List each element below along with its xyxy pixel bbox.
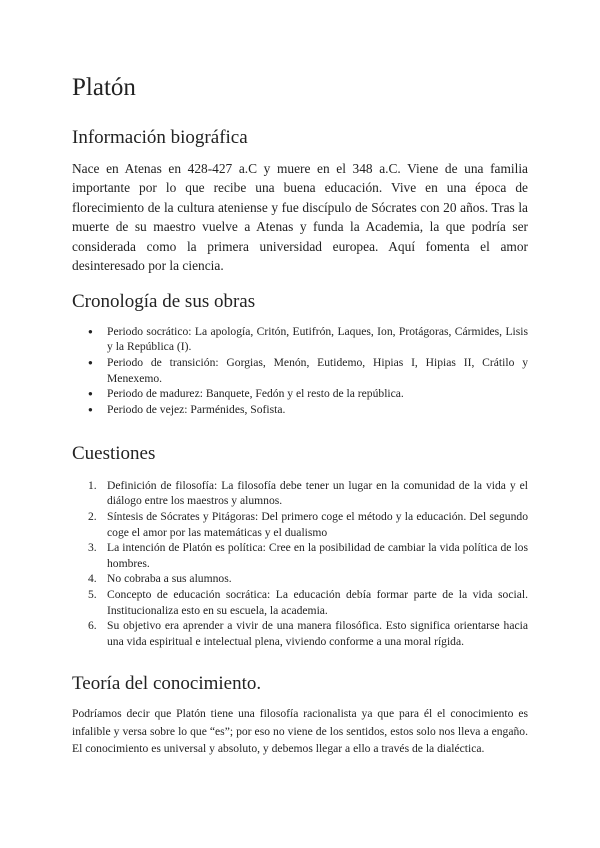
list-item (72, 509, 528, 540)
cronologia-list (72, 324, 528, 418)
page-title: Platón (72, 74, 136, 101)
list-item (72, 478, 528, 509)
item-text: La intención de Platón es política: Cree en la posibilidad de cambiar la vida política de los hombres. (107, 541, 528, 570)
list-item (72, 618, 528, 649)
item-number: 6. (88, 619, 97, 633)
list-item: ● Periodo de madurez: Banquete, Fedón y el resto de la república. (72, 386, 528, 402)
item-number: 4. (88, 572, 97, 586)
bio-heading: Información biográfica (72, 127, 248, 148)
item-number: 2. (88, 510, 97, 524)
cronologia-section (72, 292, 528, 417)
cuestiones-list (72, 478, 528, 650)
item-number: 1. (88, 478, 97, 492)
item-number: 3. (88, 541, 97, 555)
item-text: No cobraba a sus alumnos. (107, 572, 232, 586)
list-item (72, 571, 528, 587)
list-item: ● Periodo de vejez: Parménides, Sofista. (72, 402, 528, 418)
teoria-section (72, 674, 528, 758)
cuestiones-section (72, 444, 528, 649)
list-item: ● Periodo socrático: La apología, Critón, Eutifrón, Laques, Ion, Protágoras, Cármides, Lisis y la República (I). (72, 324, 528, 355)
teoria-paragraph: Podríamos decir que Platón tiene una filosofía racionalista ya que para él el conocimiento es infalible y versa sobre lo que “es”; por eso no viene de los sentidos, estos solo nos lleva a engaño. El conocimiento es universal y absoluto, y debemos llegar a ello a través de la dialéctica. (72, 706, 528, 756)
cuestiones-heading: Cuestiones (72, 443, 156, 464)
teoria-heading: Teoría del conocimiento. (72, 673, 262, 694)
list-item: ● Periodo de transición: Gorgias, Menón, Eutidemo, Hipias I, Hipias II, Crátilo y Menexemo. (72, 355, 528, 386)
list-item (72, 540, 528, 571)
bio-section (72, 128, 528, 276)
item-text: Definición de filosofía: La filosofía debe tener un lugar en la comunidad de la vida y el diálogo entre los maestros y alumnos. (107, 478, 528, 508)
bio-paragraph: Nace en Atenas en 428-427 a.C y muere en el 348 a.C. Viene de una familia importante por lo que recibe una buena educación. Vive en una época de florecimiento de la cultura ateniense y fue discípulo de Sócrates con 20 años. Tras la muerte de su maestro vuelve a Atenas y funda la Academia, la que podría ser considerada como la primera universidad europea. Aquí fomenta el amor desinteresado por la ciencia. (72, 160, 528, 274)
item-text: Su objetivo era aprender a vivir de una manera filosófica. Esto significa orientarse hacia una vida espiritual e intelectual plena, viviendo conforme a una moral rígida. (107, 619, 528, 648)
item-text: Síntesis de Sócrates y Pitágoras: Del primero coge el método y la educación. Del segundo coge el amor por las matemáticas y el dualismo (107, 510, 528, 539)
item-number: 5. (88, 588, 97, 602)
list-item (72, 587, 528, 618)
cronologia-heading: Cronología de sus obras (72, 291, 256, 312)
item-text: Concepto de educación socrática: La educación debía formar parte de la vida social. Institucionaliza esto en su escuela, la academia. (107, 588, 528, 617)
